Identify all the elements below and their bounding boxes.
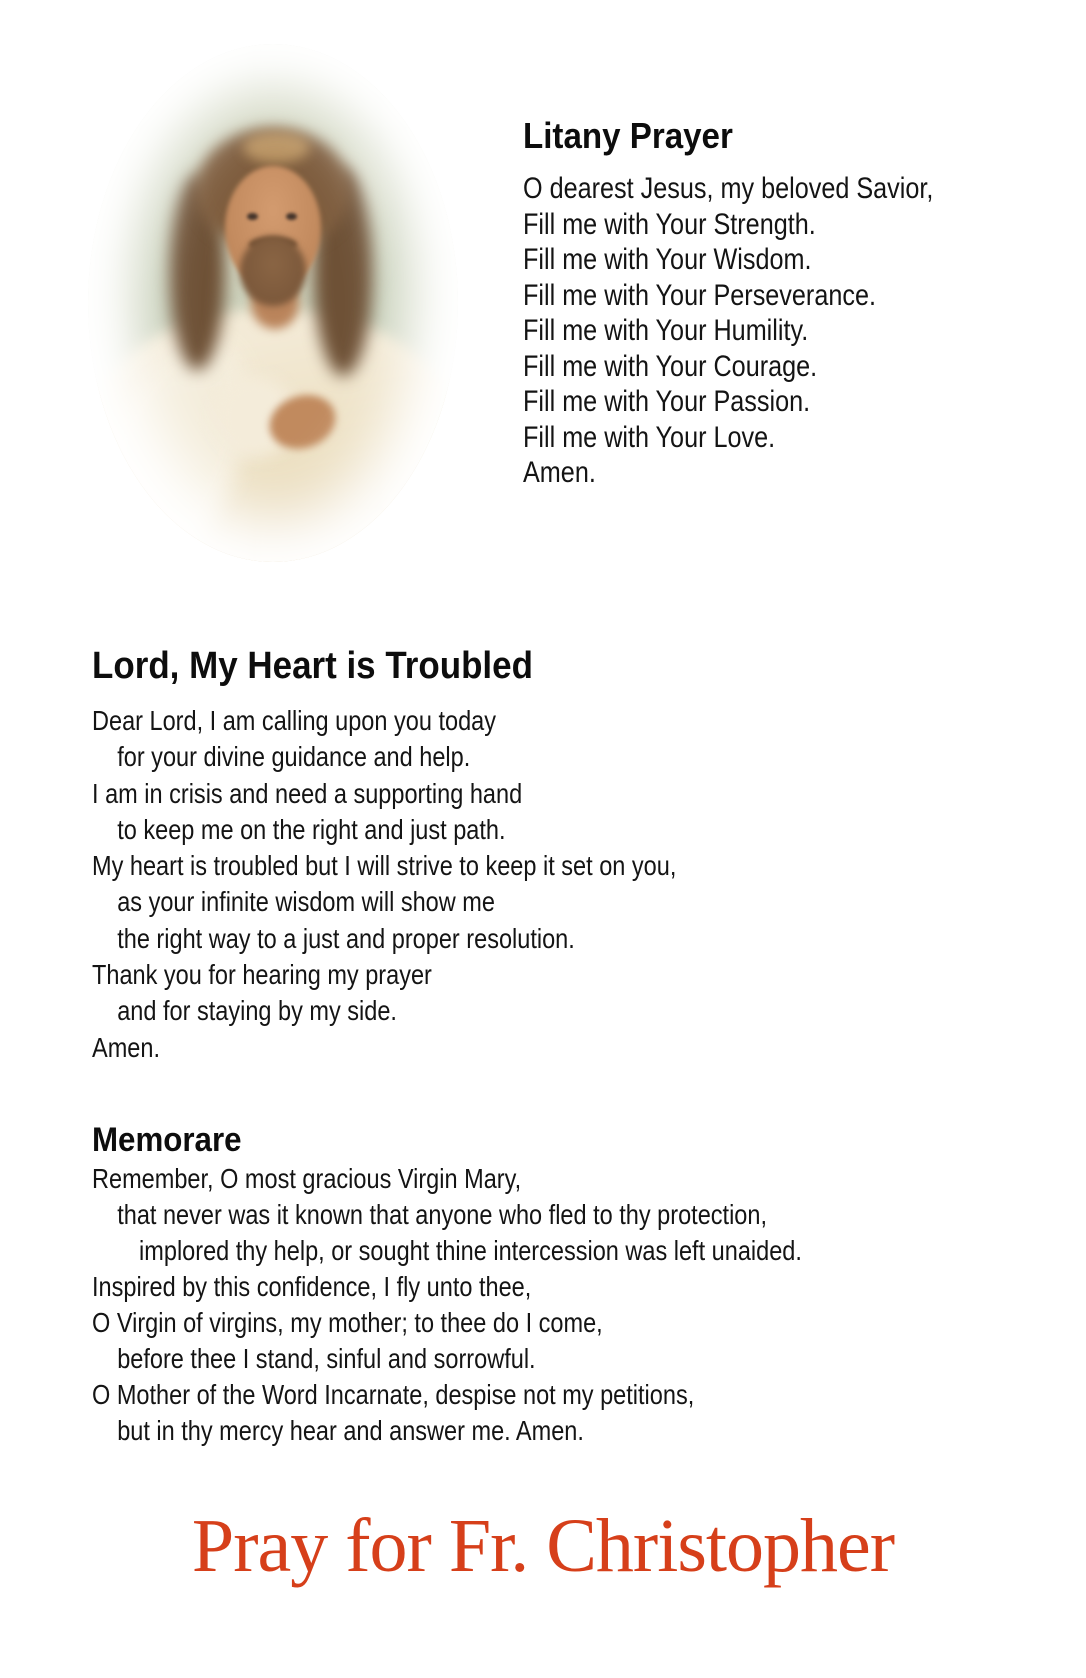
prayer-line: Inspired by this confidence, I fly unto thee,: [92, 1271, 532, 1302]
prayer-line: Remember, O most gracious Virgin Mary,: [92, 1163, 522, 1194]
troubled-prayer-section: [92, 645, 1082, 1066]
footer-dedication: Pray for Fr. Christopher: [191, 1504, 895, 1588]
litany-prayer-section: [523, 116, 1083, 491]
prayer-line: O Virgin of virgins, my mother; to thee do I come,: [92, 1307, 603, 1338]
litany-title: Litany Prayer: [523, 115, 733, 156]
prayer-line: to keep me on the right and just path.: [117, 813, 506, 845]
litany-line: Fill me with Your Perseverance.: [523, 278, 876, 312]
litany-line: Fill me with Your Strength.: [523, 207, 816, 241]
prayer-line: I am in crisis and need a supporting hand: [92, 777, 523, 809]
litany-line: Fill me with Your Humility.: [523, 314, 809, 347]
prayer-line: Amen.: [92, 1031, 160, 1063]
litany-line: Fill me with Your Courage.: [523, 349, 818, 383]
litany-line: Fill me with Your Wisdom.: [523, 243, 812, 276]
litany-line: Amen.: [523, 456, 596, 489]
prayer-line: as your infinite wisdom will show me: [117, 886, 495, 918]
prayer-line: that never was it known that anyone who fled to thy protection,: [117, 1199, 768, 1230]
prayer-line: before thee I stand, sinful and sorrowful.: [117, 1343, 536, 1374]
jesus-portrait: [88, 44, 458, 562]
prayer-line: for your divine guidance and help.: [117, 741, 471, 773]
memorare-title: Memorare: [92, 1121, 242, 1159]
prayer-line: and for staying by my side.: [117, 995, 397, 1027]
prayer-line: but in thy mercy hear and answer me. Amen.: [117, 1415, 584, 1446]
litany-line: Fill me with Your Passion.: [523, 385, 811, 418]
prayer-line: My heart is troubled but I will strive to keep it set on you,: [92, 850, 677, 882]
prayer-line: implored thy help, or sought thine intercession was left unaided.: [139, 1235, 802, 1266]
memorare-prayer-section: [92, 1120, 1082, 1449]
litany-line: O dearest Jesus, my beloved Savior,: [523, 172, 934, 205]
troubled-title: Lord, My Heart is Troubled: [92, 645, 533, 687]
prayer-line: O Mother of the Word Incarnate, despise not my petitions,: [92, 1379, 695, 1410]
prayer-line: Dear Lord, I am calling upon you today: [92, 705, 497, 736]
litany-line: Fill me with Your Love.: [523, 420, 776, 454]
prayer-line: the right way to a just and proper resolution.: [117, 922, 575, 954]
portrait-vignette: [88, 44, 458, 562]
prayer-line: Thank you for hearing my prayer: [92, 959, 432, 991]
